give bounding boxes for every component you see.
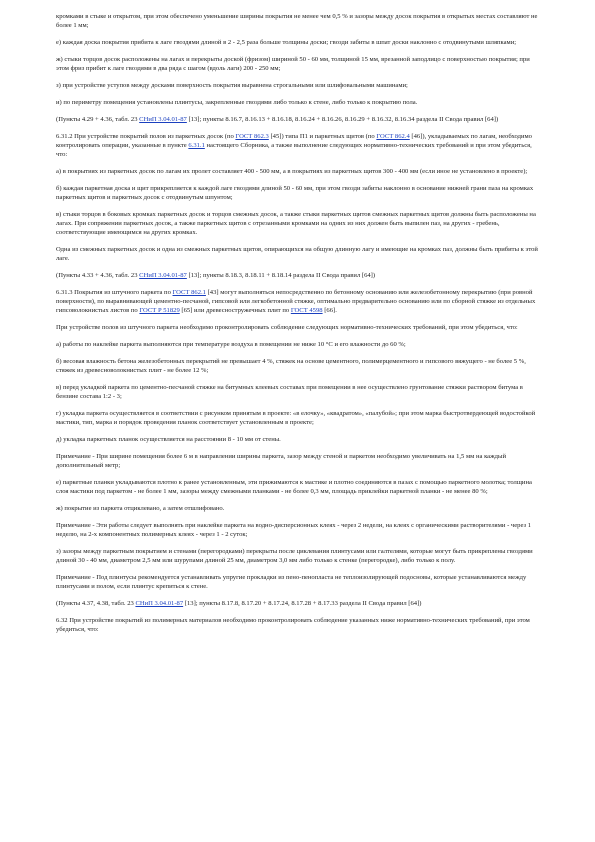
paragraph <box>56 323 543 332</box>
paragraph-text: (Пункты 4.37, 4.38, табл. 23 <box>56 600 136 607</box>
paragraph-text: 6.31.3 Покрытия из штучного паркета по <box>56 289 173 296</box>
paragraph-text: б) весовая влажность бетона железобетонных перекрытий не превышает 4 %, стяжек на основе цементного, полимерцементного и гипсового вяжущего - не более 5 %, стяжек из древесноволокнистых плит - не более 12 %; <box>56 358 526 374</box>
paragraph-text: Одна из смежных паркетных досок и одна из смежных паркетных щитов, опирающихся на общую длинную лагу и имеющие на кромках паз, должны быть прибиты к этой лаге. <box>56 246 538 262</box>
paragraph-text: г) укладка паркета осуществляется в соответствии с рисунком принятым в проекте: «в елочку», «квадратом», «палубой»; при этом марка быстротвердеющей водостойкой мастики, тип, марка и порядок проведения планок соответствует установленным в проекте; <box>56 410 536 426</box>
paragraph-text: [65] или древесностружечных плит по <box>179 307 291 314</box>
paragraph <box>56 81 543 90</box>
paragraph-text: Примечание - Эти работы следует выполнять при наклейке паркета на водно-дисперсионных клеях - через 2 недели, на клеях с органическими растворителями - через 1 неделю, на 2-х компонентных полимерных клеях - через 1 - 2 суток; <box>56 522 532 538</box>
paragraph <box>56 435 543 444</box>
paragraph <box>56 55 543 73</box>
paragraph <box>56 184 543 202</box>
paragraph-text: а) в покрытиях из паркетных досок по лагам их пролет составляет 400 - 500 мм, а в покрытиях из паркетных щитов 300 - 400 мм (если иное не установлено в проекте); <box>56 168 528 175</box>
paragraph <box>56 504 543 513</box>
paragraph <box>56 288 543 315</box>
paragraph <box>56 167 543 176</box>
paragraph <box>56 452 543 470</box>
paragraph-text: [13]; пункты 8.17.8, 8.17.20 + 8.17.24, 8.17.28 + 8.17.33 раздела II Свода правил [64]) <box>183 600 422 607</box>
paragraph-text: 6.32 При устройстве покрытий из полимерных материалов необходимо проконтролировать соблюдение указанных ниже нормативно-технических требований, при этом убедиться, что: <box>56 617 530 633</box>
document-body <box>56 12 543 634</box>
paragraph <box>56 210 543 237</box>
paragraph-text: б) каждая паркетная доска и щит прикрепляется к каждой лаге гвоздями длиной 50 - 60 мм, при этом гвозди забиты наклонно в основание нижней грани паза на кромках паркетных щитов и паркетных досок с отодвинутым шпунтом; <box>56 185 534 201</box>
paragraph <box>56 616 543 634</box>
paragraph <box>56 340 543 349</box>
document-reference-link[interactable]: ГОСТ 4598 <box>290 307 323 314</box>
paragraph-text: 6.31.2 При устройстве покрытий полов из паркетных досок (по <box>56 133 236 140</box>
paragraph <box>56 98 543 107</box>
paragraph <box>56 115 543 124</box>
document-reference-link[interactable]: 6.31.1 <box>188 142 205 149</box>
document-reference-link[interactable]: СНиП 3.04.01-87 <box>135 600 184 607</box>
paragraph-text: Примечание - Под плинтусы рекомендуется устанавливать упругие прокладки из пено-пенопласта не теплоизолирующей подосновы, которые устанавливаются между плинтусами и полом, если плинтус крепиться к стене. <box>56 574 527 590</box>
paragraph <box>56 132 543 159</box>
document-reference-link[interactable]: СНиП 3.04.01-87 <box>139 272 187 279</box>
document-reference-link[interactable]: ГОСТ Р 51829 <box>139 307 180 314</box>
document-reference-link[interactable]: ГОСТ 862.3 <box>235 133 269 140</box>
paragraph <box>56 573 543 591</box>
paragraph-text: ж) стыки торцов досок расположены на лагах и перекрыты доской (фризом) шириной 50 - 60 мм, толщиной 15 мм, врезанной заподлицо с поверхностью покрытия; при этом фриз прибит к лаге гвоздями в два ряда с шагом (вдоль лаги) 200 - 250 мм; <box>56 56 530 72</box>
document-reference-link[interactable]: СНиП 3.04.01-87 <box>139 116 187 123</box>
paragraph-text: ж) покрытие из паркета отциклевано, а затем отшлифовано. <box>56 505 225 512</box>
paragraph-text: д) укладка паркетных планок осуществляется на расстоянии 8 - 10 мм от стены. <box>56 436 281 443</box>
paragraph <box>56 383 543 401</box>
paragraph-text: з) зазоры между паркетным покрытием и стенами (перегородками) перекрыты после циклевания плинтусами или галтелями, которые могут быть прикреплены гвоздями длиной 30 - 40 мм, диаметром 2,5 мм или шурупами длиной 25 мм, диаметром 3,0 мм либо только к стенке (перегородке), либо только к полу. <box>56 548 533 564</box>
paragraph-text: (Пункты 4.33 + 4.36, табл. 23 <box>56 272 140 279</box>
paragraph-text: (Пункты 4.29 + 4.36, табл. 23 <box>56 116 140 123</box>
paragraph <box>56 547 543 565</box>
paragraph <box>56 521 543 539</box>
paragraph-text: и) по периметру помещения установлены плинтусы, закрепленные гвоздями либо только к стене, либо только к покрытию пола. <box>56 99 418 106</box>
paragraph-text: [46]), укладываемых по лагам, необходимо контролировать операции, указанные в пункте <box>56 133 532 149</box>
paragraph-text: е) каждая доска покрытия прибита к лаге гвоздями длиной в 2 - 2,5 раза больше толщины доски; гвозди забиты в шпат доски наклонно с отодвинутыми шляпками; <box>56 39 517 46</box>
paragraph <box>56 271 543 280</box>
paragraph-text: е) паркетные планки укладываются плотно к ранее установленным, эти прижимаются к мастике и плотно соединяются в пазах с помощью паркетного молотка; толщина слоя мастики под паркетом - не более 1 мм, зазоры между смежными планками - не более 0,3 мм, площадь приклейки паркетной планки - не менее 80 %; <box>56 479 532 495</box>
paragraph-text: [45]) типа П1 и паркетных щитов (по <box>268 133 377 140</box>
paragraph-text: [66]. <box>322 307 337 314</box>
paragraph <box>56 478 543 496</box>
paragraph-text: Примечание - При ширине помещения более 6 м в направлении ширины паркета, зазор между стеной и паркетом необходимо увеличивать на 1,5 мм на каждый дополнительный метр; <box>56 453 506 469</box>
paragraph <box>56 245 543 263</box>
paragraph-text: в) перед укладкой паркета по цементно-песчаной стяжке на битумных клеевых составах при помещении в нее осуществлено грунтование стяжки раствором битума в бензине состава 1:2 - 3; <box>56 384 523 400</box>
document-reference-link[interactable]: ГОСТ 862.4 <box>376 133 410 140</box>
paragraph-text: [13]; пункты 8.18.3, 8.18.11 + 8.18.14 раздела II Свода правил [64]) <box>186 272 376 279</box>
paragraph-text: в) стыки торцов в боковых кромках паркетных досок и торцов смежных досок, а также стыки паркетных щитов смежных паркетных щитов должны быть расположены на лагах. При сопряжении паркетных досок, а также паркетных щитов с отрезанными кромками на одних из них должен быть выпилен паз, на других - гребень, соответствующие имеющимся на других кромках. <box>56 211 536 236</box>
paragraph <box>56 12 543 30</box>
paragraph <box>56 599 543 608</box>
paragraph-text: [13]; пункты 8.16.7, 8.16.13 + 8.16.18, 8.16.24 + 8.16.26, 8.16.29 + 8.16.32, 8.16.34 раздела II Свода правил [64]) <box>186 116 499 123</box>
paragraph <box>56 38 543 47</box>
paragraph-text: настоящего Сборника, а также выполнение следующих нормативно-технических требований и при этом убедиться, что: <box>56 142 532 158</box>
paragraph <box>56 409 543 427</box>
paragraph-text: з) при устройстве уступов между досками поверхность покрытия выравнена строгальными или шлифовальными машинами; <box>56 82 408 89</box>
paragraph-text: При устройстве полов из штучного паркета необходимо проконтролировать соблюдение следующих нормативно-технических требований, при этом убедиться, что: <box>56 324 518 331</box>
paragraph-text: [43] могут выполняться непосредственно по бетонному основанию или железобетонному перекрытию (при ровной поверхности), по выравнивающей цементно-песчаной, гипсовой или легкобетонной стяжке, оптимально предварительно основанию или по сборной стяжке из отдельных гипсоволокнистых листов по <box>56 289 536 314</box>
paragraph-text: а) работы по наклейке паркета выполняются при температуре воздуха в помещении не ниже 10 °С и его влажности до 60 %; <box>56 341 406 348</box>
paragraph-text: кромками в стыке и открытом, при этом обеспечено уменьшение ширины покрытия не менее чем 0,5 % и зазоры между досок покрытия в открытых местах составляют не более 1 мм; <box>56 13 538 29</box>
document-reference-link[interactable]: ГОСТ 862.1 <box>172 289 206 296</box>
paragraph <box>56 357 543 375</box>
